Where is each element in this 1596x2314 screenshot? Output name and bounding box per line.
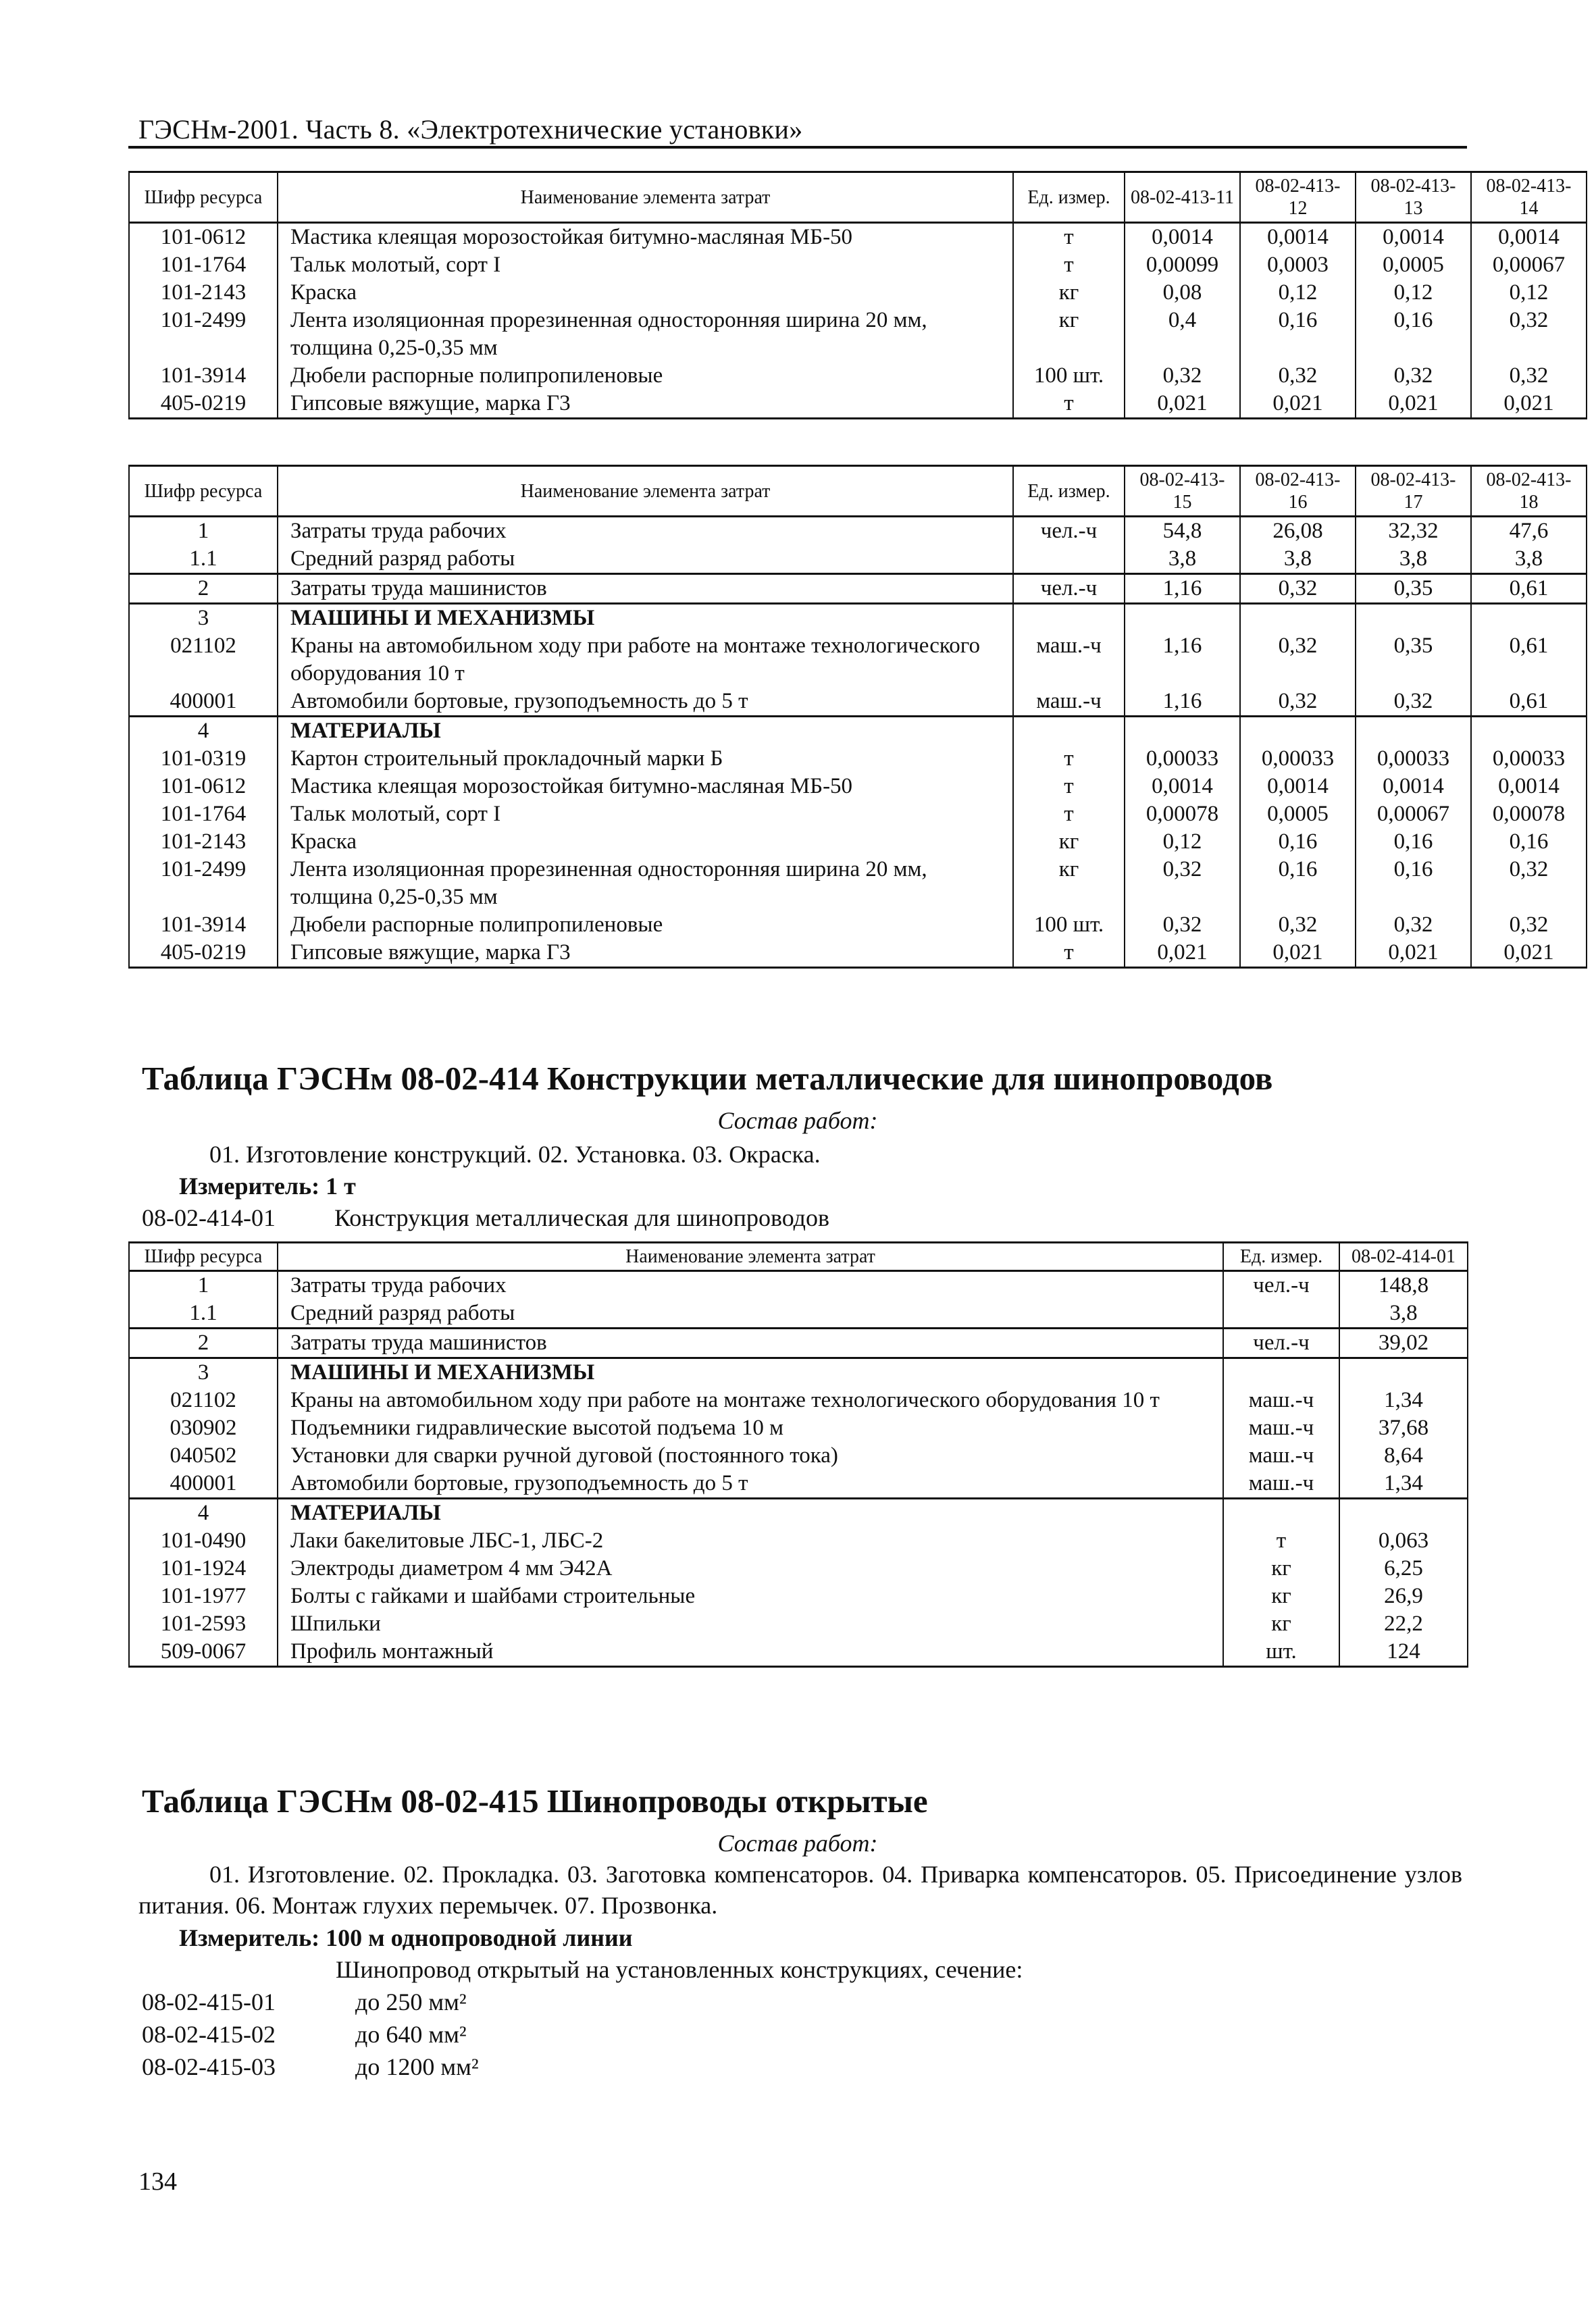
- cell-cost-item-name: МАШИНЫ И МЕХАНИЗМЫ: [278, 604, 1013, 633]
- cell-cost-item-name: Шпильки: [278, 1610, 1223, 1638]
- cell-rate-value: 22,2: [1339, 1610, 1468, 1638]
- cell-rate-value: 0,0014: [1240, 223, 1356, 252]
- cell-resource-code: 040502: [129, 1442, 278, 1470]
- cell-rate-value: 0,16: [1471, 828, 1587, 856]
- cell-rate-value: 0,063: [1339, 1527, 1468, 1555]
- cell-resource-code: 101-1924: [129, 1555, 278, 1583]
- cell-cost-item-name: Лента изоляционная прорезиненная односторонняя ширина 20 мм, толщина 0,25-0,35 мм: [278, 307, 1013, 362]
- header-rule: [128, 146, 1467, 149]
- cell-unit: чел.-ч: [1013, 517, 1125, 546]
- cell-unit: маш.-ч: [1223, 1470, 1339, 1499]
- cell-resource-code: 1: [129, 517, 278, 546]
- cell-resource-code: 101-0612: [129, 223, 278, 252]
- cell-cost-item-name: Гипсовые вяжущие, марка Г3: [278, 939, 1013, 968]
- cell-resource-code: 101-1764: [129, 251, 278, 279]
- cell-rate-value: 0,021: [1125, 390, 1240, 419]
- cell-unit: кг: [1013, 856, 1125, 911]
- cell-resource-code: 1.1: [129, 1300, 278, 1329]
- table-row: [129, 1499, 1468, 1528]
- cell-cost-item-name: Дюбели распорные полипропиленовые: [278, 362, 1013, 390]
- cell-rate-value: 0,32: [1356, 911, 1471, 939]
- variant-name: до 640 мм²: [355, 2021, 467, 2048]
- cell-resource-code: 4: [129, 1499, 278, 1528]
- variant-intro: Шинопровод открытый на установленных конструкциях, сечение:: [336, 1956, 1023, 1983]
- table-row: [129, 632, 1587, 688]
- running-header: ГЭСНм-2001. Часть 8. «Электротехнические установки»: [138, 114, 803, 145]
- cell-cost-item-name: Мастика клеящая морозостойкая битумно-масляная МБ-50: [278, 223, 1013, 252]
- cell-resource-code: 101-2143: [129, 828, 278, 856]
- cell-unit: [1013, 717, 1125, 746]
- table-row: [129, 800, 1587, 828]
- cell-rate-value: 0,00033: [1240, 745, 1356, 773]
- cell-rate-value: [1339, 1499, 1468, 1528]
- table-row: [129, 390, 1587, 419]
- cell-unit: кг: [1013, 307, 1125, 362]
- cell-rate-value: 0,32: [1125, 362, 1240, 390]
- cell-rate-value: 0,12: [1240, 279, 1356, 307]
- table-row: [129, 307, 1587, 362]
- cell-rate-value: [1339, 1358, 1468, 1387]
- cell-cost-item-name: Тальк молотый, сорт I: [278, 251, 1013, 279]
- cell-unit: т: [1013, 800, 1125, 828]
- cell-unit: шт.: [1223, 1638, 1339, 1667]
- cell-rate-value: 0,32: [1240, 688, 1356, 717]
- cell-rate-value: 0,32: [1240, 911, 1356, 939]
- cell-rate-value: 1,34: [1339, 1470, 1468, 1499]
- cell-rate-value: 0,021: [1240, 390, 1356, 419]
- col-header-rate: 08-02-413-16: [1240, 466, 1356, 517]
- cell-unit: т: [1013, 223, 1125, 252]
- cell-cost-item-name: Средний разряд работы: [278, 545, 1013, 574]
- cell-rate-value: 124: [1339, 1638, 1468, 1667]
- cell-unit: маш.-ч: [1013, 632, 1125, 688]
- works-label: Состав работ:: [717, 1107, 878, 1134]
- cell-rate-value: 0,021: [1125, 939, 1240, 968]
- cell-unit: [1013, 545, 1125, 574]
- cell-rate-value: 0,08: [1125, 279, 1240, 307]
- cell-rate-value: 37,68: [1339, 1414, 1468, 1442]
- cell-cost-item-name: Затраты труда машинистов: [278, 574, 1013, 604]
- col-header-rate: 08-02-414-01: [1339, 1243, 1468, 1271]
- col-header-rate: 08-02-413-18: [1471, 466, 1587, 517]
- col-header-unit: Ед. измер.: [1013, 466, 1125, 517]
- cell-resource-code: 405-0219: [129, 939, 278, 968]
- page-number: 134: [138, 2167, 177, 2196]
- cell-cost-item-name: Профиль монтажный: [278, 1638, 1223, 1667]
- cell-rate-value: 0,0014: [1125, 223, 1240, 252]
- cell-resource-code: 021102: [129, 1387, 278, 1414]
- cell-unit: т: [1013, 251, 1125, 279]
- cell-rate-value: 0,12: [1356, 279, 1471, 307]
- cell-rate-value: 1,16: [1125, 574, 1240, 604]
- cell-cost-item-name: Электроды диаметром 4 мм Э42А: [278, 1555, 1223, 1583]
- cell-resource-code: 101-2593: [129, 1610, 278, 1638]
- cell-rate-value: 0,00033: [1356, 745, 1471, 773]
- cell-rate-value: 0,32: [1356, 362, 1471, 390]
- resource-table-413-15-18: [128, 465, 1587, 969]
- cell-rate-value: [1240, 717, 1356, 746]
- table-row: [129, 911, 1587, 939]
- cell-rate-value: 0,0014: [1471, 223, 1587, 252]
- cell-resource-code: 101-0612: [129, 773, 278, 800]
- cell-resource-code: 101-2143: [129, 279, 278, 307]
- cell-rate-value: 3,8: [1356, 545, 1471, 574]
- cell-cost-item-name: Автомобили бортовые, грузоподъемность до 5 т: [278, 688, 1013, 717]
- variant-name: Конструкция металлическая для шинопроводов: [334, 1204, 829, 1231]
- cell-rate-value: 0,32: [1471, 856, 1587, 911]
- cell-unit: 100 шт.: [1013, 362, 1125, 390]
- cell-resource-code: 400001: [129, 1470, 278, 1499]
- col-header-name: Наименование элемента затрат: [278, 172, 1013, 223]
- cell-cost-item-name: Затраты труда машинистов: [278, 1329, 1223, 1358]
- cell-resource-code: 405-0219: [129, 390, 278, 419]
- works-label: Состав работ:: [717, 1830, 878, 1857]
- cell-rate-value: 0,0014: [1471, 773, 1587, 800]
- variant-code: 08-02-414-01: [142, 1204, 276, 1231]
- table-row: [129, 745, 1587, 773]
- cell-rate-value: 3,8: [1125, 545, 1240, 574]
- cell-resource-code: 1: [129, 1271, 278, 1300]
- resource-table-414-01: [128, 1241, 1468, 1668]
- cell-rate-value: 0,0003: [1240, 251, 1356, 279]
- table-row: [129, 1387, 1468, 1414]
- cell-cost-item-name: Автомобили бортовые, грузоподъемность до 5 т: [278, 1470, 1223, 1499]
- cell-cost-item-name: Тальк молотый, сорт I: [278, 800, 1013, 828]
- col-header-code: Шифр ресурса: [129, 466, 278, 517]
- works-list: 01. Изготовление конструкций. 02. Установка. 03. Окраска.: [209, 1141, 821, 1168]
- cell-rate-value: 0,4: [1125, 307, 1240, 362]
- cell-rate-value: 3,8: [1471, 545, 1587, 574]
- cell-rate-value: 148,8: [1339, 1271, 1468, 1300]
- cell-unit: кг: [1223, 1555, 1339, 1583]
- table-row: [129, 223, 1587, 252]
- table-row: [129, 773, 1587, 800]
- cell-rate-value: [1125, 604, 1240, 633]
- cell-rate-value: 0,16: [1356, 828, 1471, 856]
- table-header-row: [129, 1243, 1468, 1271]
- variant-name: до 250 мм²: [355, 1988, 467, 2015]
- col-header-unit: Ед. измер.: [1223, 1243, 1339, 1271]
- cell-rate-value: 0,16: [1240, 856, 1356, 911]
- cell-resource-code: 030902: [129, 1414, 278, 1442]
- col-header-name: Наименование элемента затрат: [278, 1243, 1223, 1271]
- cell-resource-code: 101-3914: [129, 911, 278, 939]
- cell-rate-value: 0,00033: [1125, 745, 1240, 773]
- cell-rate-value: 0,32: [1240, 574, 1356, 604]
- cell-unit: т: [1013, 939, 1125, 968]
- cell-resource-code: 101-0319: [129, 745, 278, 773]
- cell-rate-value: 0,32: [1471, 307, 1587, 362]
- cell-cost-item-name: Установки для сварки ручной дуговой (постоянного тока): [278, 1442, 1223, 1470]
- cell-rate-value: 1,16: [1125, 688, 1240, 717]
- cell-cost-item-name: Краска: [278, 279, 1013, 307]
- table-row: [129, 717, 1587, 746]
- cell-resource-code: 2: [129, 574, 278, 604]
- cell-resource-code: 101-0490: [129, 1527, 278, 1555]
- col-header-name: Наименование элемента затрат: [278, 466, 1013, 517]
- cell-cost-item-name: Краны на автомобильном ходу при работе на монтаже технологического оборудования 10 т: [278, 632, 1013, 688]
- table-header-row: [129, 466, 1587, 517]
- cell-resource-code: 4: [129, 717, 278, 746]
- cell-rate-value: 0,12: [1471, 279, 1587, 307]
- cell-rate-value: 26,08: [1240, 517, 1356, 546]
- cell-unit: чел.-ч: [1223, 1271, 1339, 1300]
- cell-cost-item-name: Затраты труда рабочих: [278, 517, 1013, 546]
- col-header-code: Шифр ресурса: [129, 172, 278, 223]
- table-row: [129, 856, 1587, 911]
- cell-rate-value: 0,0005: [1356, 251, 1471, 279]
- cell-cost-item-name: Лаки бакелитовые ЛБС-1, ЛБС-2: [278, 1527, 1223, 1555]
- table-row: [129, 545, 1587, 574]
- cell-rate-value: 0,32: [1125, 856, 1240, 911]
- cell-rate-value: 0,32: [1240, 362, 1356, 390]
- cell-resource-code: 509-0067: [129, 1638, 278, 1667]
- cell-cost-item-name: Подъемники гидравлические высотой подъема 10 м: [278, 1414, 1223, 1442]
- cell-rate-value: 0,16: [1356, 856, 1471, 911]
- table-row: [129, 1555, 1468, 1583]
- variant-name: до 1200 мм²: [355, 2053, 479, 2080]
- table-row: [129, 362, 1587, 390]
- cell-unit: [1013, 604, 1125, 633]
- cell-rate-value: [1356, 604, 1471, 633]
- cell-cost-item-name: Картон строительный прокладочный марки Б: [278, 745, 1013, 773]
- col-header-rate: 08-02-413-15: [1125, 466, 1240, 517]
- cell-rate-value: 0,35: [1356, 632, 1471, 688]
- cell-resource-code: 021102: [129, 632, 278, 688]
- table-row: [129, 1638, 1468, 1667]
- cell-rate-value: [1471, 717, 1587, 746]
- cell-resource-code: 1.1: [129, 545, 278, 574]
- table-row: [129, 688, 1587, 717]
- cell-unit: кг: [1223, 1610, 1339, 1638]
- table-row: [129, 1358, 1468, 1387]
- cell-rate-value: 0,00067: [1356, 800, 1471, 828]
- cell-cost-item-name: Затраты труда рабочих: [278, 1271, 1223, 1300]
- cell-rate-value: 0,021: [1471, 390, 1587, 419]
- cell-cost-item-name: Средний разряд работы: [278, 1300, 1223, 1329]
- cell-cost-item-name: Дюбели распорные полипропиленовые: [278, 911, 1013, 939]
- cell-rate-value: 0,0014: [1240, 773, 1356, 800]
- table-row: [129, 939, 1587, 968]
- cell-rate-value: 0,021: [1471, 939, 1587, 968]
- cell-rate-value: 0,61: [1471, 574, 1587, 604]
- section-title-415: Таблица ГЭСНм 08-02-415 Шинопроводы открытые: [142, 1782, 928, 1820]
- cell-unit: маш.-ч: [1223, 1414, 1339, 1442]
- cell-rate-value: 0,00078: [1125, 800, 1240, 828]
- cell-rate-value: 0,00033: [1471, 745, 1587, 773]
- cell-unit: т: [1013, 773, 1125, 800]
- cell-unit: маш.-ч: [1223, 1387, 1339, 1414]
- col-header-rate: 08-02-413-11: [1125, 172, 1240, 223]
- cell-resource-code: 3: [129, 604, 278, 633]
- cell-rate-value: 0,0014: [1125, 773, 1240, 800]
- cell-rate-value: 47,6: [1471, 517, 1587, 546]
- cell-unit: кг: [1013, 279, 1125, 307]
- cell-cost-item-name: Краска: [278, 828, 1013, 856]
- cell-rate-value: 0,00078: [1471, 800, 1587, 828]
- cell-cost-item-name: Краны на автомобильном ходу при работе на монтаже технологического оборудования 10 т: [278, 1387, 1223, 1414]
- cell-rate-value: 26,9: [1339, 1583, 1468, 1610]
- cell-rate-value: 0,32: [1125, 911, 1240, 939]
- variant-code: 08-02-415-02: [142, 2021, 276, 2048]
- variant-code: 08-02-415-01: [142, 1988, 276, 2015]
- table-row: [129, 1329, 1468, 1358]
- cell-unit: т: [1223, 1527, 1339, 1555]
- cell-unit: чел.-ч: [1013, 574, 1125, 604]
- cell-cost-item-name: Гипсовые вяжущие, марка Г3: [278, 390, 1013, 419]
- cell-resource-code: 101-1977: [129, 1583, 278, 1610]
- cell-unit: чел.-ч: [1223, 1329, 1339, 1358]
- cell-rate-value: 0,16: [1240, 828, 1356, 856]
- table-row: [129, 828, 1587, 856]
- cell-unit: т: [1013, 390, 1125, 419]
- cell-rate-value: 0,32: [1356, 688, 1471, 717]
- variant-code: 08-02-415-03: [142, 2053, 276, 2080]
- cell-rate-value: 6,25: [1339, 1555, 1468, 1583]
- cell-cost-item-name: МАТЕРИАЛЫ: [278, 1499, 1223, 1528]
- table-header-row: [129, 172, 1587, 223]
- cell-rate-value: 0,16: [1240, 307, 1356, 362]
- cell-unit: 100 шт.: [1013, 911, 1125, 939]
- cell-rate-value: 0,16: [1356, 307, 1471, 362]
- cell-cost-item-name: МАШИНЫ И МЕХАНИЗМЫ: [278, 1358, 1223, 1387]
- cell-resource-code: 101-3914: [129, 362, 278, 390]
- cell-cost-item-name: МАТЕРИАЛЫ: [278, 717, 1013, 746]
- table-row: [129, 574, 1587, 604]
- cell-rate-value: 3,8: [1339, 1300, 1468, 1329]
- cell-rate-value: 0,12: [1125, 828, 1240, 856]
- table-row: [129, 604, 1587, 633]
- cell-unit: [1223, 1300, 1339, 1329]
- cell-rate-value: [1471, 604, 1587, 633]
- table-row: [129, 1470, 1468, 1499]
- col-header-rate: 08-02-413-14: [1471, 172, 1587, 223]
- cell-resource-code: 101-1764: [129, 800, 278, 828]
- cell-unit: кг: [1223, 1583, 1339, 1610]
- cell-rate-value: 0,00099: [1125, 251, 1240, 279]
- table-row: [129, 251, 1587, 279]
- cell-rate-value: 0,61: [1471, 688, 1587, 717]
- cell-resource-code: 2: [129, 1329, 278, 1358]
- cell-cost-item-name: Мастика клеящая морозостойкая битумно-масляная МБ-50: [278, 773, 1013, 800]
- measure-unit: Измеритель: 1 т: [179, 1173, 356, 1200]
- table-row: [129, 1414, 1468, 1442]
- cell-unit: кг: [1013, 828, 1125, 856]
- col-header-rate: 08-02-413-13: [1356, 172, 1471, 223]
- cell-unit: т: [1013, 745, 1125, 773]
- cell-rate-value: 0,32: [1240, 632, 1356, 688]
- table-row: [129, 1271, 1468, 1300]
- cell-rate-value: 54,8: [1125, 517, 1240, 546]
- cell-rate-value: 0,021: [1356, 390, 1471, 419]
- cell-rate-value: 0,32: [1471, 911, 1587, 939]
- cell-resource-code: 101-2499: [129, 856, 278, 911]
- cell-rate-value: 1,16: [1125, 632, 1240, 688]
- cell-rate-value: [1356, 717, 1471, 746]
- cell-resource-code: 400001: [129, 688, 278, 717]
- cell-rate-value: 3,8: [1240, 545, 1356, 574]
- cell-rate-value: 0,00067: [1471, 251, 1587, 279]
- table-row: [129, 1610, 1468, 1638]
- cell-rate-value: 0,35: [1356, 574, 1471, 604]
- cell-rate-value: 39,02: [1339, 1329, 1468, 1358]
- cell-rate-value: 1,34: [1339, 1387, 1468, 1414]
- resource-table-413-11-14: [128, 171, 1587, 419]
- section-title-414: Таблица ГЭСНм 08-02-414 Конструкции металлические для шинопроводов: [142, 1060, 1273, 1097]
- cell-unit: маш.-ч: [1013, 688, 1125, 717]
- cell-rate-value: 0,0005: [1240, 800, 1356, 828]
- cell-rate-value: 0,0014: [1356, 223, 1471, 252]
- cell-rate-value: 0,021: [1240, 939, 1356, 968]
- cell-rate-value: 0,61: [1471, 632, 1587, 688]
- cell-rate-value: [1125, 717, 1240, 746]
- col-header-unit: Ед. измер.: [1013, 172, 1125, 223]
- works-list: 01. Изготовление. 02. Прокладка. 03. Заготовка компенсаторов. 04. Приварка компенсаторов. 05. Присоединение узлов питания. 06. Монтаж глухих перемычек. 07. Прозвонка.: [138, 1861, 1462, 1919]
- cell-rate-value: 8,64: [1339, 1442, 1468, 1470]
- cell-rate-value: 0,021: [1356, 939, 1471, 968]
- cell-unit: [1223, 1358, 1339, 1387]
- table-row: [129, 279, 1587, 307]
- col-header-code: Шифр ресурса: [129, 1243, 278, 1271]
- cell-resource-code: 101-2499: [129, 307, 278, 362]
- measure-unit: Измеритель: 100 м однопроводной линии: [179, 1924, 633, 1951]
- cell-unit: маш.-ч: [1223, 1442, 1339, 1470]
- table-row: [129, 1300, 1468, 1329]
- cell-cost-item-name: Лента изоляционная прорезиненная односторонняя ширина 20 мм, толщина 0,25-0,35 мм: [278, 856, 1013, 911]
- cell-rate-value: 0,32: [1471, 362, 1587, 390]
- cell-resource-code: 3: [129, 1358, 278, 1387]
- col-header-rate: 08-02-413-17: [1356, 466, 1471, 517]
- table-row: [129, 1442, 1468, 1470]
- cell-rate-value: [1240, 604, 1356, 633]
- cell-cost-item-name: Болты с гайками и шайбами строительные: [278, 1583, 1223, 1610]
- table-row: [129, 1527, 1468, 1555]
- cell-rate-value: 0,0014: [1356, 773, 1471, 800]
- cell-rate-value: 32,32: [1356, 517, 1471, 546]
- cell-unit: [1223, 1499, 1339, 1528]
- table-row: [129, 1583, 1468, 1610]
- col-header-rate: 08-02-413-12: [1240, 172, 1356, 223]
- table-row: [129, 517, 1587, 546]
